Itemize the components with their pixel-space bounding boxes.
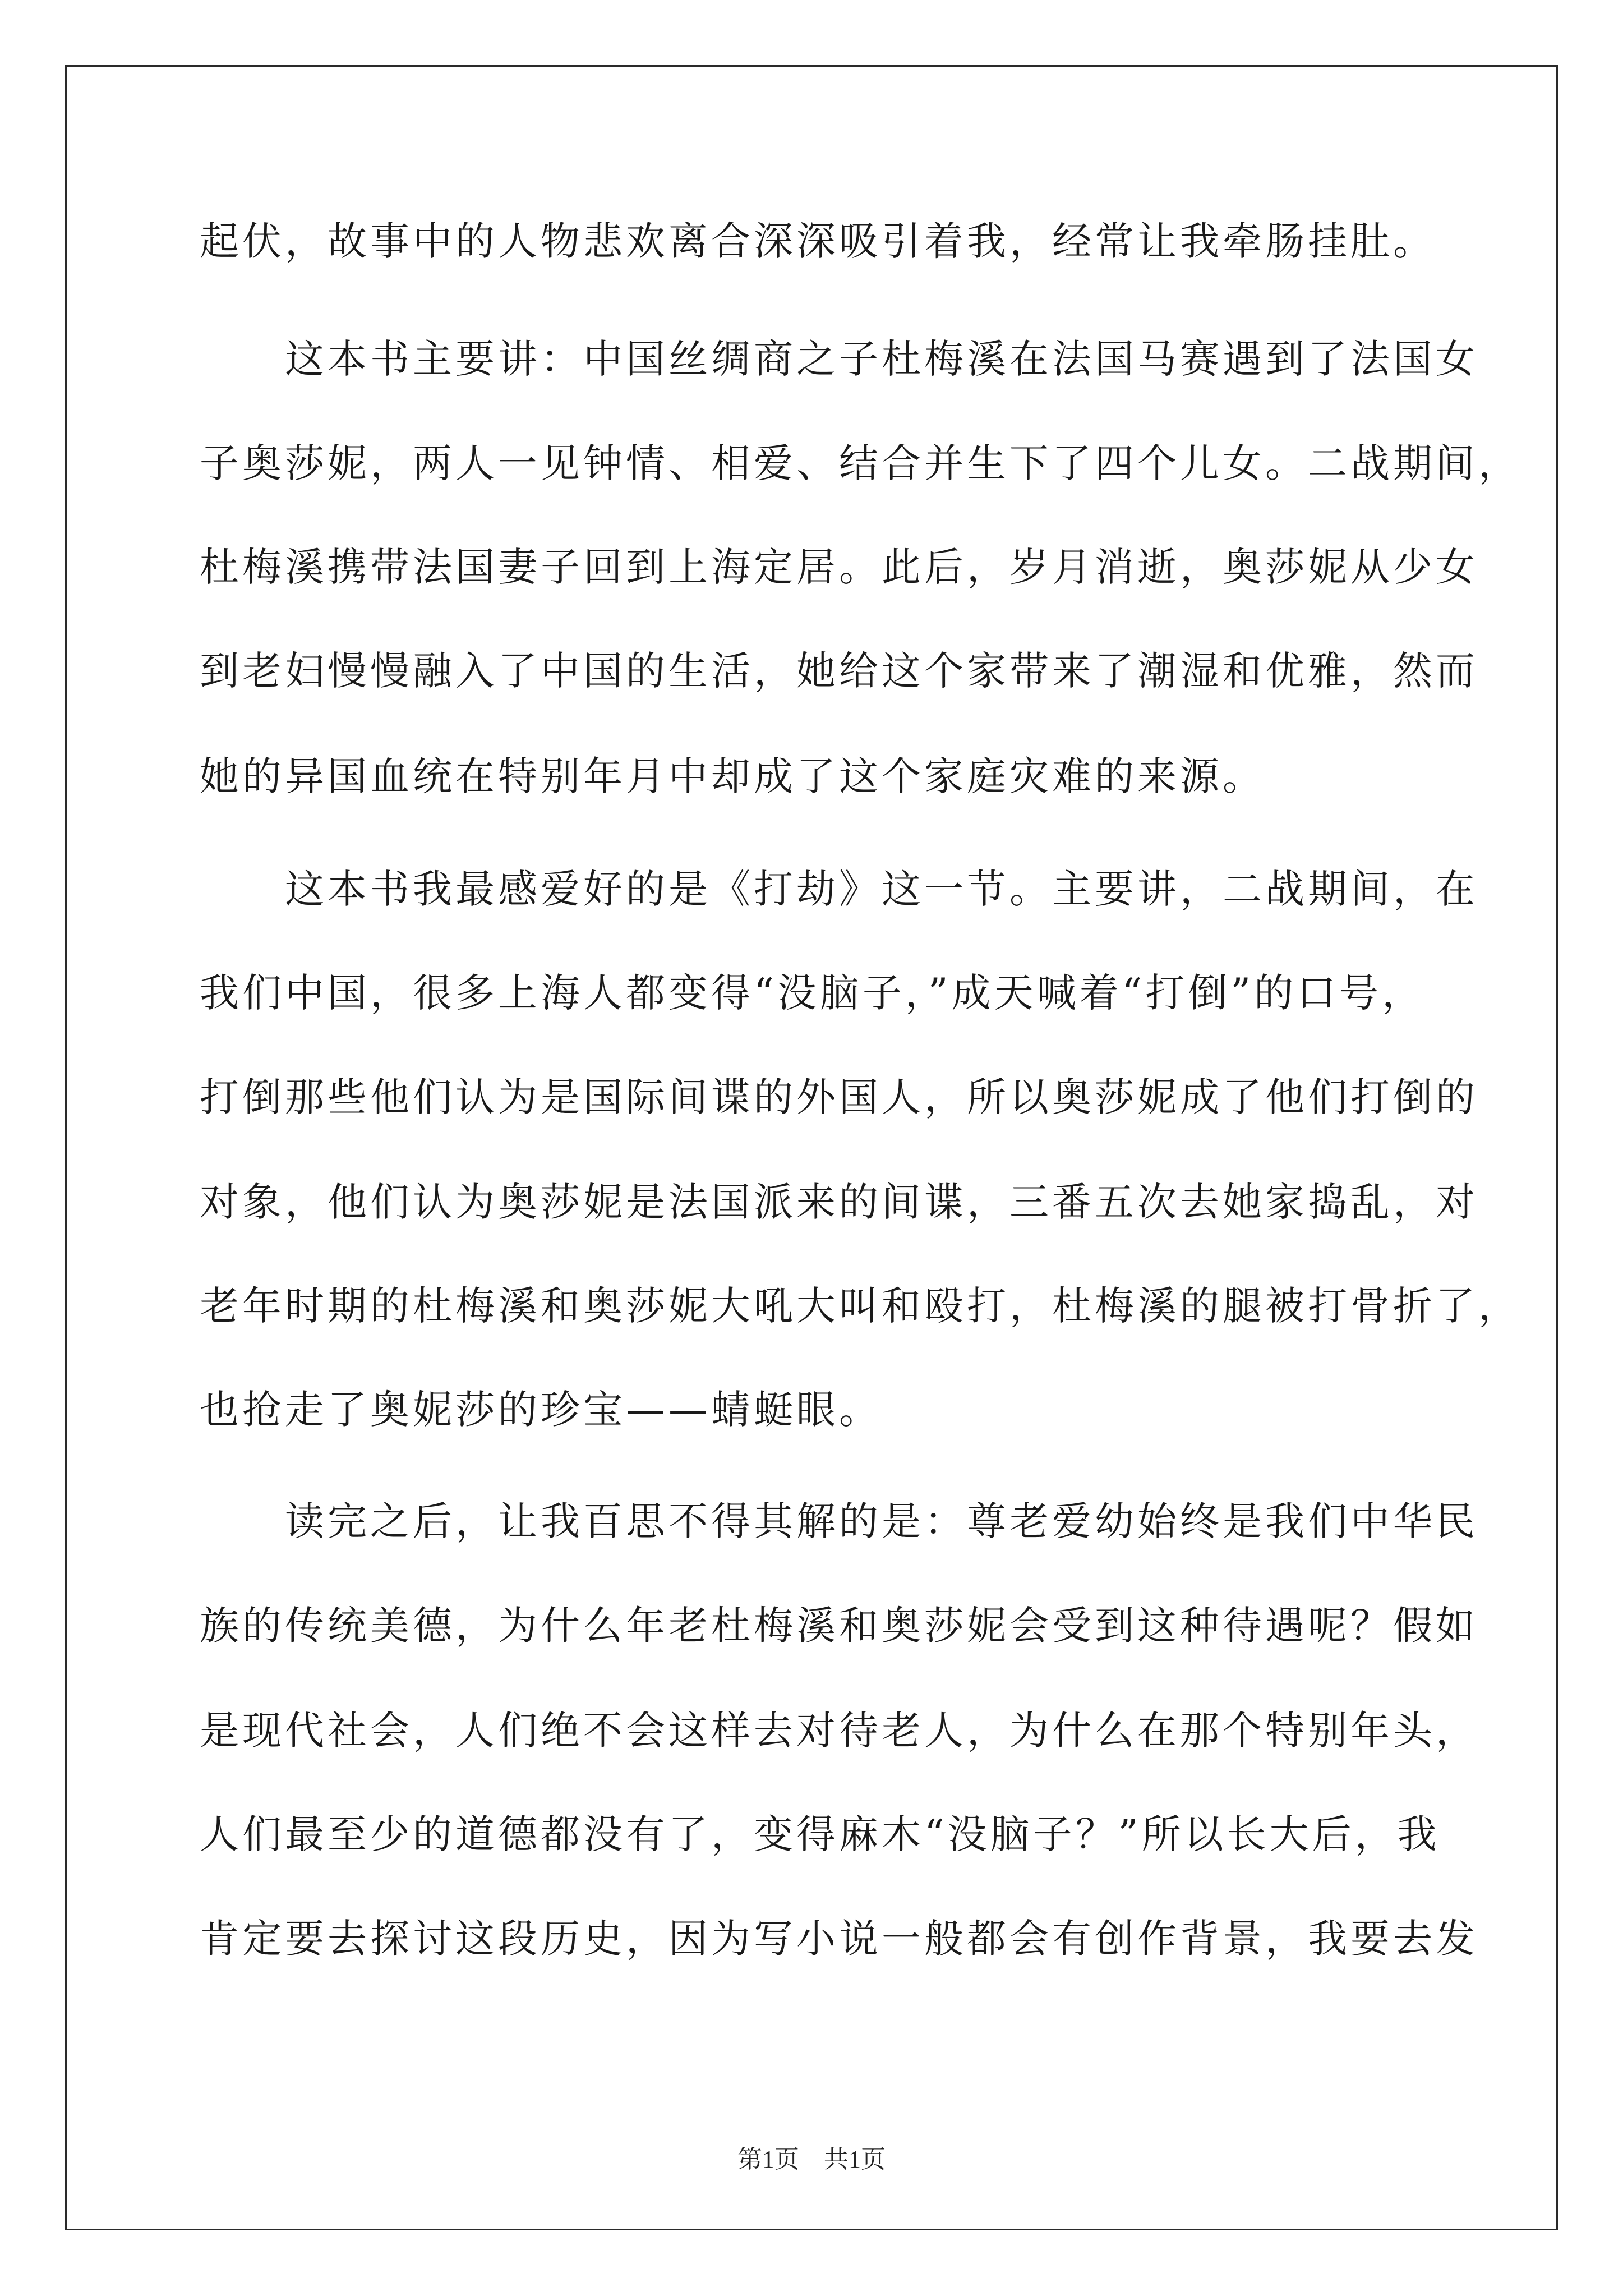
page-number: 第1页 [737, 2146, 799, 2173]
text-line: 这本书主要讲：中国丝绸商之子杜梅溪在法国马赛遇到了法国女 [200, 336, 1478, 382]
text-line: 打倒那些他们认为是国际间谍的外国人，所以奥莎妮成了他们打倒的 [200, 1074, 1478, 1120]
text-line: 她的异国血统在特别年月中却成了这个家庭灾难的来源。 [200, 753, 1265, 799]
text-line: 这本书我最感爱好的是《打劫》这一节。主要讲，二战期间，在 [200, 866, 1478, 912]
text-line: 我们中国，很多上海人都变得“没脑子，”成天喊着“打倒”的口号， [200, 970, 1425, 1016]
text-line: 老年时期的杜梅溪和奥莎妮大吼大叫和殴打，杜梅溪的腿被打骨折了， [200, 1283, 1521, 1329]
text-line: 肯定要去探讨这段历史，因为写小说一般都会有创作背景，我要去发 [200, 1916, 1478, 1962]
page-border [65, 65, 1558, 2230]
text-line: 子奥莎妮，两人一见钟情、相爱、结合并生下了四个儿女。二战期间， [200, 440, 1521, 486]
page-total: 共1页 [824, 2146, 886, 2173]
text-line: 是现代社会，人们绝不会这样去对待老人，为什么在那个特别年头， [200, 1708, 1478, 1754]
text-line: 杜梅溪携带法国妻子回到上海定居。此后，岁月消逝，奥莎妮从少女 [200, 544, 1478, 590]
text-line: 人们最至少的道德都没有了，变得麻木“没脑子？”所以长大后，我 [200, 1811, 1440, 1857]
text-line: 起伏，故事中的人物悲欢离合深深吸引着我，经常让我牵肠挂肚。 [200, 218, 1436, 264]
text-line: 对象，他们认为奥莎妮是法国派来的间谍，三番五次去她家捣乱，对 [200, 1179, 1478, 1225]
text-line: 读完之后，让我百思不得其解的是：尊老爱幼始终是我们中华民 [200, 1498, 1478, 1544]
text-line: 到老妇慢慢融入了中国的生活，她给这个家带来了潮湿和优雅，然而 [200, 648, 1478, 694]
text-line: 也抢走了奥妮莎的珍宝——蜻蜓眼。 [200, 1387, 882, 1433]
page-footer [0, 2143, 1623, 2177]
text-line: 族的传统美德，为什么年老杜梅溪和奥莎妮会受到这种待遇呢？假如 [200, 1603, 1478, 1649]
